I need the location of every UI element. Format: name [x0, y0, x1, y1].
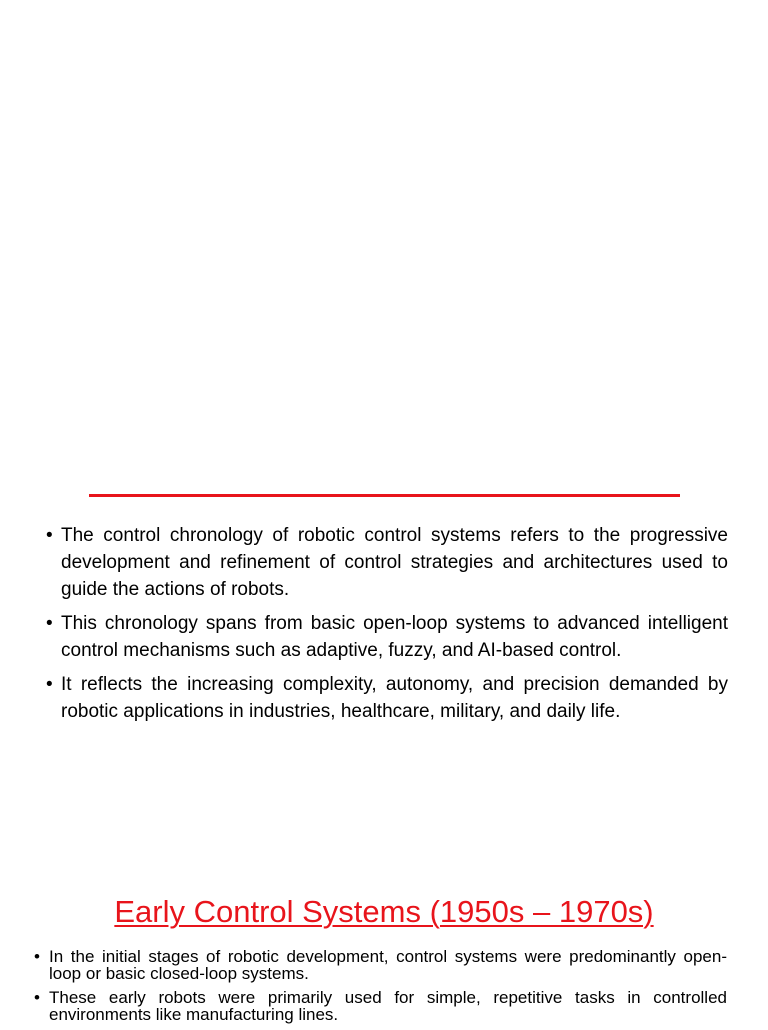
intro-bullet-list — [46, 522, 728, 732]
list-item — [46, 610, 728, 664]
list-item — [34, 989, 727, 1023]
bullet-text: This chronology spans from basic open-loop systems to advanced intelligent control mechanisms such as adaptive, fuzzy, and AI-based control. — [61, 613, 728, 661]
bullet-icon: • — [34, 988, 40, 1007]
title-underline-rule — [89, 494, 680, 497]
bullet-icon: • — [34, 947, 40, 966]
bullet-icon: • — [46, 674, 53, 695]
list-item — [46, 522, 728, 603]
slide-title: Early Control Systems (1950s – 1970s) — [114, 894, 654, 929]
bullet-text: These early robots were primarily used for simple, repetitive tasks in controlled environments like manufacturing lines. — [49, 988, 727, 1024]
bullet-icon: • — [46, 613, 53, 634]
slide-early-control-systems — [0, 870, 768, 1024]
early-systems-bullet-list — [34, 948, 727, 1030]
bullet-icon: • — [46, 525, 53, 546]
bullet-text: In the initial stages of robotic development, control systems were predominantly open-loop or basic closed-loop systems. — [49, 947, 727, 983]
list-item — [46, 671, 728, 725]
bullet-text: The control chronology of robotic control systems refers to the progressive development and refinement of control strategies and architectures used to guide the actions of robots. — [61, 525, 728, 600]
list-item — [34, 948, 727, 982]
bullet-text: It reflects the increasing complexity, autonomy, and precision demanded by robotic applications in industries, healthcare, military, and daily life. — [61, 674, 728, 722]
